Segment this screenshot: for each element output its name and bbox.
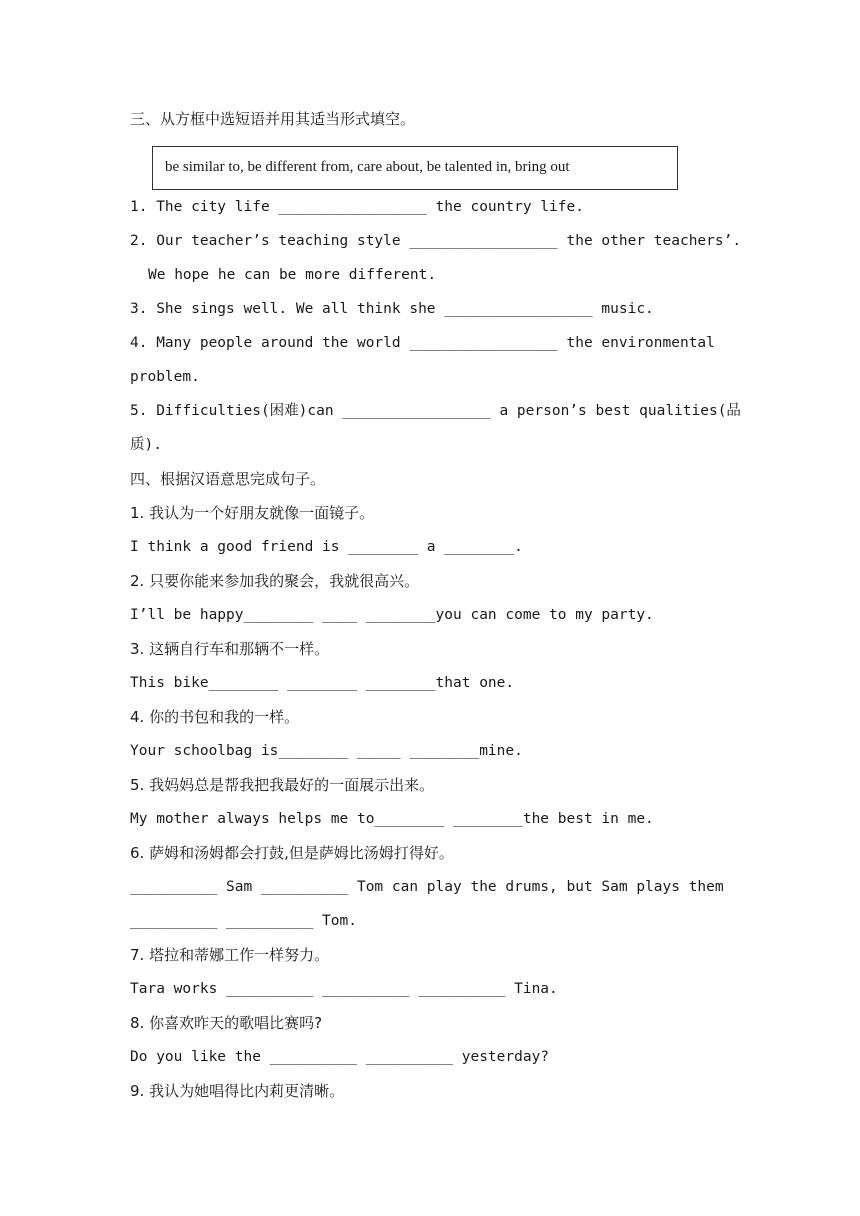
s3-question-5: 5. Difficulties(困难)can _________________ a person’s best qualities(品 [130, 403, 741, 419]
s4-item-5-chinese: 5. 我妈妈总是帮我把我最好的一面展示出来。 [130, 776, 435, 794]
s3-question-2: 2. Our teacher’s teaching style _________________ the other teachers’. [130, 233, 742, 249]
worksheet-page [130, 108, 742, 1114]
s3-question-5-continued: 质). [130, 437, 162, 453]
s4-item-2-english: I’ll be happy________ ____ ________you can come to my party. [130, 607, 654, 623]
word-box: be similar to, be different from, care about, be talented in, bring out [152, 146, 678, 190]
s4-item-9-chinese: 9. 我认为她唱得比内莉更清晰。 [130, 1082, 345, 1100]
s4-item-6-english: __________ Sam __________ Tom can play the drums, but Sam plays them [130, 879, 724, 895]
section-4-heading: 四、根据汉语意思完成句子。 [130, 470, 326, 488]
s4-item-8-english: Do you like the __________ __________ yesterday? [130, 1049, 550, 1065]
s4-item-8-chinese: 8. 你喜欢昨天的歌唱比赛吗? [130, 1014, 323, 1032]
s4-item-7-english: Tara works __________ __________ __________ Tina. [130, 981, 558, 997]
s3-question-3: 3. She sings well. We all think she _________________ music. [130, 301, 654, 317]
s3-question-4-continued: problem. [130, 369, 200, 385]
s4-item-5-english: My mother always helps me to________ ________the best in me. [130, 811, 654, 827]
s3-question-4: 4. Many people around the world _________________ the environmental [130, 335, 715, 351]
s3-question-2-continued: We hope he can be more different. [148, 267, 437, 283]
s4-item-4-english: Your schoolbag is________ _____ ________mine. [130, 743, 523, 759]
s3-question-1: 1. The city life _________________ the country life. [130, 199, 584, 215]
s4-item-1-chinese: 1. 我认为一个好朋友就像一面镜子。 [130, 504, 375, 522]
s4-item-2-chinese: 2. 只要你能来参加我的聚会，我就很高兴。 [130, 572, 420, 590]
s4-item-3-english: This bike________ ________ ________that one. [130, 675, 515, 691]
s4-item-1-english: I think a good friend is ________ a ________. [130, 539, 523, 555]
s4-item-6-chinese: 6. 萨姆和汤姆都会打鼓,但是萨姆比汤姆打得好。 [130, 844, 454, 862]
s4-item-6-english-continued: __________ __________ Tom. [130, 913, 357, 929]
s4-item-3-chinese: 3. 这辆自行车和那辆不一样。 [130, 640, 330, 658]
s4-item-4-chinese: 4. 你的书包和我的一样。 [130, 708, 300, 726]
section-3-heading: 三、从方框中选短语并用其适当形式填空。 [130, 110, 416, 128]
s4-item-7-chinese: 7. 塔拉和蒂娜工作一样努力。 [130, 946, 330, 964]
